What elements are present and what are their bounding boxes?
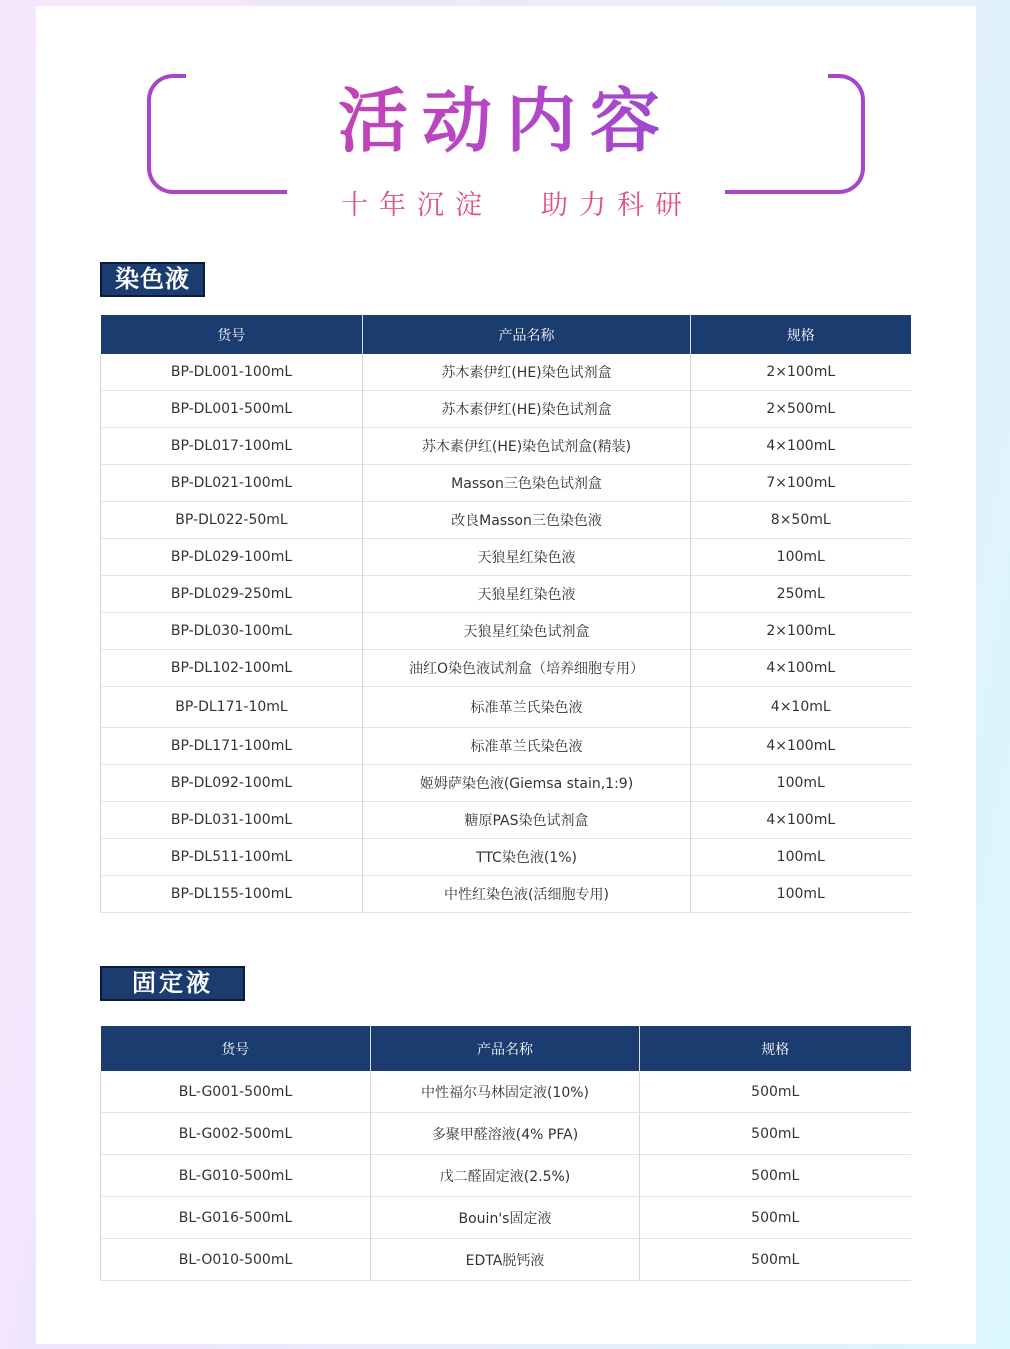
cell-spec: 7×100mL: [691, 465, 911, 502]
fixative-product-table: [100, 1026, 911, 1281]
cell-product-name: TTC染色液(1%): [363, 839, 691, 876]
cell-product-name: 中性福尔马林固定液(10%): [371, 1071, 640, 1113]
table-row: [101, 1197, 911, 1239]
table-header-row: [101, 1026, 911, 1071]
staining-product-table: [100, 315, 911, 913]
table-row: [101, 354, 911, 391]
cell-product-name: 中性红染色液(活细胞专用): [363, 876, 691, 913]
table-row: [101, 687, 911, 728]
table-row: [101, 728, 911, 765]
cell-spec: 500mL: [640, 1155, 911, 1197]
cell-sku: BP-DL029-100mL: [101, 539, 363, 576]
cell-product-name: 标准革兰氏染色液: [363, 687, 691, 728]
content-card: [36, 6, 976, 1344]
cell-sku: BL-G016-500mL: [101, 1197, 371, 1239]
activity-header: [36, 6, 976, 246]
cell-sku: BL-G010-500mL: [101, 1155, 371, 1197]
table-row: [101, 1113, 911, 1155]
cell-spec: 500mL: [640, 1239, 911, 1281]
column-header-spec: 规格: [640, 1026, 911, 1071]
cell-product-name: 糖原PAS染色试剂盒: [363, 802, 691, 839]
cell-spec: 4×100mL: [691, 650, 911, 687]
column-header-sku: 货号: [101, 1026, 371, 1071]
cell-spec: 100mL: [691, 765, 911, 802]
table-row: [101, 428, 911, 465]
cell-sku: BP-DL171-10mL: [101, 687, 363, 728]
cell-spec: 2×500mL: [691, 391, 911, 428]
cell-product-name: 苏木素伊红(HE)染色试剂盒: [363, 391, 691, 428]
table-row: [101, 839, 911, 876]
cell-sku: BP-DL017-100mL: [101, 428, 363, 465]
table-row: [101, 576, 911, 613]
cell-product-name: 改良Masson三色染色液: [363, 502, 691, 539]
cell-sku: BP-DL171-100mL: [101, 728, 363, 765]
cell-sku: BP-DL001-100mL: [101, 354, 363, 391]
cell-product-name: 油红O染色液试剂盒（培养细胞专用）: [363, 650, 691, 687]
cell-product-name: 天狼星红染色液: [363, 576, 691, 613]
cell-product-name: 戊二醛固定液(2.5%): [371, 1155, 640, 1197]
cell-sku: BP-DL030-100mL: [101, 613, 363, 650]
cell-spec: 500mL: [640, 1071, 911, 1113]
table-row: [101, 1239, 911, 1281]
table-row: [101, 1155, 911, 1197]
page-title: 活动内容: [36, 76, 976, 166]
cell-spec: 100mL: [691, 539, 911, 576]
table-row: [101, 802, 911, 839]
cell-product-name: Masson三色染色试剂盒: [363, 465, 691, 502]
cell-product-name: 多聚甲醛溶液(4% PFA): [371, 1113, 640, 1155]
cell-sku: BP-DL102-100mL: [101, 650, 363, 687]
cell-sku: BL-O010-500mL: [101, 1239, 371, 1281]
subtitle-right: 助力科研: [541, 190, 693, 221]
cell-spec: 4×100mL: [691, 802, 911, 839]
cell-sku: BP-DL001-500mL: [101, 391, 363, 428]
table-header-row: [101, 315, 911, 354]
cell-spec: 4×100mL: [691, 428, 911, 465]
table-row: [101, 1071, 911, 1113]
cell-product-name: 苏木素伊红(HE)染色试剂盒: [363, 354, 691, 391]
cell-sku: BP-DL021-100mL: [101, 465, 363, 502]
cell-product-name: Bouin's固定液: [371, 1197, 640, 1239]
cell-sku: BL-G001-500mL: [101, 1071, 371, 1113]
table-row: [101, 876, 911, 913]
cell-spec: 100mL: [691, 839, 911, 876]
cell-spec: 500mL: [640, 1197, 911, 1239]
section-tag-fixative: 固定液: [100, 966, 245, 1001]
cell-sku: BP-DL029-250mL: [101, 576, 363, 613]
cell-sku: BP-DL155-100mL: [101, 876, 363, 913]
cell-product-name: EDTA脱钙液: [371, 1239, 640, 1281]
cell-product-name: 苏木素伊红(HE)染色试剂盒(精装): [363, 428, 691, 465]
table-row: [101, 502, 911, 539]
cell-sku: BP-DL092-100mL: [101, 765, 363, 802]
column-header-product-name: 产品名称: [371, 1026, 640, 1071]
section-tag-staining: 染色液: [100, 262, 205, 297]
table-row: [101, 539, 911, 576]
cell-spec: 2×100mL: [691, 354, 911, 391]
cell-spec: 8×50mL: [691, 502, 911, 539]
table-row: [101, 650, 911, 687]
column-header-sku: 货号: [101, 315, 363, 354]
cell-product-name: 标准革兰氏染色液: [363, 728, 691, 765]
column-header-spec: 规格: [691, 315, 911, 354]
cell-spec: 2×100mL: [691, 613, 911, 650]
column-header-product-name: 产品名称: [363, 315, 691, 354]
cell-sku: BP-DL031-100mL: [101, 802, 363, 839]
cell-spec: 4×100mL: [691, 728, 911, 765]
subtitle-left: 十年沉淀: [341, 190, 493, 221]
table-row: [101, 765, 911, 802]
cell-product-name: 天狼星红染色液: [363, 539, 691, 576]
cell-sku: BL-G002-500mL: [101, 1113, 371, 1155]
cell-spec: 500mL: [640, 1113, 911, 1155]
cell-sku: BP-DL022-50mL: [101, 502, 363, 539]
cell-spec: 100mL: [691, 876, 911, 913]
table-row: [101, 391, 911, 428]
table-row: [101, 465, 911, 502]
cell-product-name: 天狼星红染色试剂盒: [363, 613, 691, 650]
cell-sku: BP-DL511-100mL: [101, 839, 363, 876]
cell-spec: 250mL: [691, 576, 911, 613]
cell-product-name: 姬姆萨染色液(Giemsa stain,1:9): [363, 765, 691, 802]
table-row: [101, 613, 911, 650]
cell-spec: 4×10mL: [691, 687, 911, 728]
